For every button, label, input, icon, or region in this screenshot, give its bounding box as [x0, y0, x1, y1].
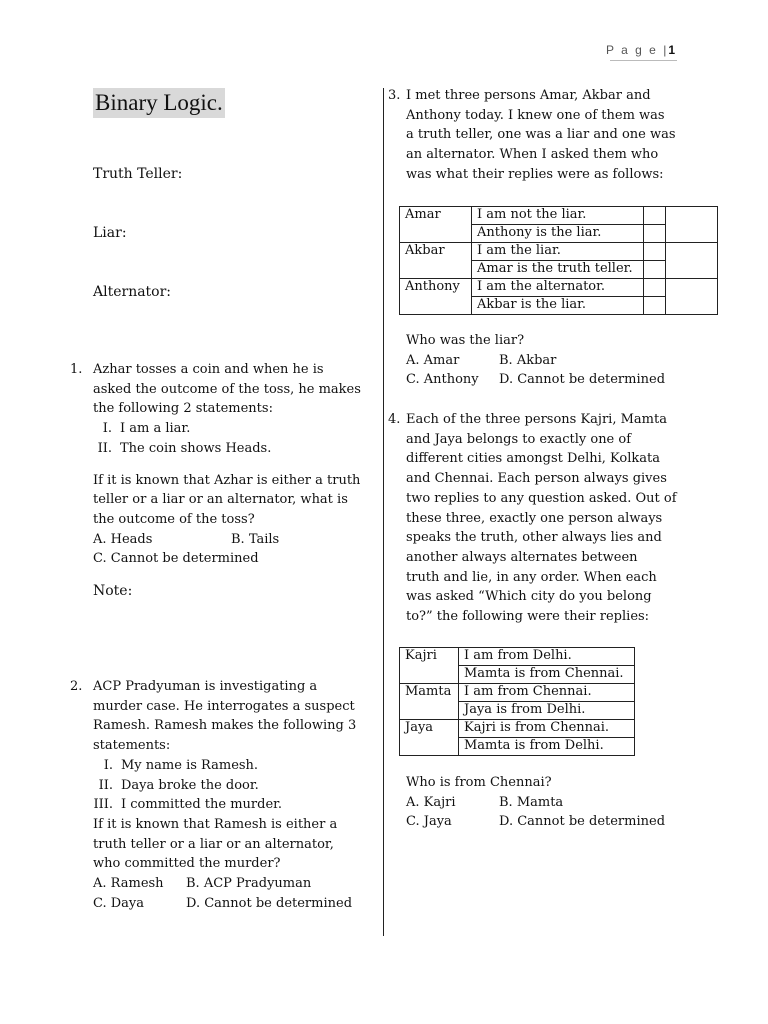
- table-cell-reply: Amar is the truth teller.: [472, 261, 644, 279]
- table-cell-reply: I am not the liar.: [472, 207, 644, 225]
- q3-line: an alternator. When I asked them who: [406, 147, 659, 163]
- q4-option: A. Kajri: [406, 794, 456, 810]
- q3-line: I met three persons Amar, Akbar and: [406, 88, 651, 103]
- q1-note-label: Note:: [93, 583, 133, 600]
- page-number: 1: [668, 43, 675, 57]
- q3-text: [406, 86, 686, 185]
- q2-option: D. Cannot be determined: [186, 895, 353, 911]
- q4-line: these three, exactly one person always: [406, 510, 663, 526]
- q2-line: ACP Pradyuman is investigating a: [93, 679, 318, 694]
- q3-option: C. Anthony: [406, 372, 479, 388]
- q4-options-row: [406, 793, 696, 813]
- q4-line: speaks the truth, other always lies and: [406, 530, 662, 546]
- q4-line: was asked “Which city do you belong: [406, 589, 652, 605]
- q1-question-line: the outcome of the toss?: [93, 511, 255, 527]
- table-cell-reply: I am from Chennai.: [459, 684, 635, 702]
- q1-line: asked the outcome of the toss, he makes: [93, 381, 361, 397]
- q2-options-row: [93, 894, 378, 914]
- q4-option: D. Cannot be determined: [499, 814, 666, 830]
- table-cell-reply: Anthony is the liar.: [472, 225, 644, 243]
- q3-option: A. Amar: [406, 352, 460, 368]
- q3-options-row: [406, 370, 696, 390]
- q4-line: and Jaya belongs to exactly one of: [406, 431, 632, 447]
- q4-number: 4.: [388, 412, 401, 427]
- table-cell-reply: Mamta is from Chennai.: [459, 666, 635, 684]
- table-cell-reply: Jaya is from Delhi.: [459, 702, 635, 720]
- q2-option: C. Daya: [93, 895, 145, 911]
- header-rule: [610, 60, 677, 61]
- q2-question-line: truth teller or a liar or an alternator,: [93, 836, 334, 852]
- q2-option: B. ACP Pradyuman: [186, 876, 312, 892]
- q2-text: [93, 677, 378, 913]
- table-row: [400, 720, 635, 738]
- q2-option: A. Ramesh: [93, 876, 164, 892]
- q1-line: Azhar tosses a coin and when he is: [93, 362, 324, 377]
- q2-question-line: who committed the murder?: [93, 856, 281, 872]
- table-cell-empty: [644, 207, 666, 225]
- page-title: Binary Logic.: [93, 88, 225, 118]
- table-cell-reply: I am the liar.: [472, 243, 644, 261]
- q4-line: truth and lie, in any order. When each: [406, 569, 657, 585]
- table-cell-name: Akbar: [400, 243, 472, 279]
- q2-number: 2.: [70, 679, 83, 694]
- q2-statement: I. My name is Ramesh.: [103, 757, 259, 773]
- table-cell-reply: Kajri is from Chennai.: [459, 720, 635, 738]
- q3-option: D. Cannot be determined: [499, 372, 666, 388]
- q2-statement: II. Daya broke the door.: [98, 777, 259, 793]
- page-label: P a g e: [606, 43, 658, 57]
- q4-line: two replies to any question asked. Out of: [406, 490, 677, 506]
- q4-text: [406, 410, 686, 627]
- q3-line: Anthony today. I knew one of them was: [406, 107, 665, 123]
- q1-option: B. Tails: [231, 531, 280, 547]
- q4-option: C. Jaya: [406, 814, 452, 830]
- q3-number: 3.: [388, 88, 401, 103]
- table-cell-empty: [644, 297, 666, 315]
- table-row: [400, 207, 718, 225]
- q4-line: another always alternates between: [406, 549, 638, 565]
- q2-line: Ramesh. Ramesh makes the following 3: [93, 718, 357, 734]
- table-cell-empty: [666, 207, 718, 243]
- table-cell-empty: [666, 243, 718, 279]
- table-cell-empty: [666, 279, 718, 315]
- table-cell-empty: [644, 225, 666, 243]
- table-cell-empty: [644, 261, 666, 279]
- table-cell-name: Amar: [400, 207, 472, 243]
- q1-number: 1.: [70, 362, 83, 377]
- table-cell-reply: I am from Delhi.: [459, 648, 635, 666]
- q2-line: murder case. He interrogates a suspect: [93, 698, 355, 714]
- table-cell-name: Kajri: [400, 648, 459, 684]
- table-cell-reply: I am the alternator.: [472, 279, 644, 297]
- table-row: [400, 648, 635, 666]
- q3-replies-table: [399, 206, 718, 315]
- table-row: [400, 279, 718, 297]
- q3-question: Who was the liar?: [406, 333, 525, 348]
- q4-line: and Chennai. Each person always gives: [406, 471, 667, 487]
- q4-line: to?” the following were their replies:: [406, 609, 650, 625]
- q1-line: the following 2 statements:: [93, 401, 273, 417]
- q4-question: Who is from Chennai?: [406, 775, 552, 790]
- q3-option: B. Akbar: [499, 352, 557, 368]
- q1-statement: I. I am a liar.: [102, 421, 191, 437]
- table-cell-name: Jaya: [400, 720, 459, 756]
- table-row: [400, 243, 718, 261]
- q3-line: a truth teller, one was a liar and one was: [406, 127, 676, 143]
- page-header: [606, 43, 675, 57]
- table-cell-empty: [644, 243, 666, 261]
- q1-option: A. Heads: [93, 531, 153, 547]
- q4-line: different cities amongst Delhi, Kolkata: [406, 451, 661, 467]
- table-cell-name: Anthony: [400, 279, 472, 315]
- q1-text: [93, 360, 373, 602]
- q1-options-row: [93, 530, 373, 550]
- page-separator: |: [663, 43, 669, 57]
- q1-option: C. Cannot be determined: [93, 551, 259, 567]
- q1-question-line: If it is known that Azhar is either a truth: [93, 472, 361, 488]
- q4-replies-table: [399, 647, 635, 756]
- q1-question-line: teller or a liar or an alternator, what is: [93, 492, 348, 508]
- q2-statement: III. I committed the murder.: [93, 797, 283, 813]
- q4-options-row: [406, 812, 696, 832]
- q4-question-block: [406, 773, 696, 832]
- q3-line: was what their replies were as follows:: [406, 166, 664, 182]
- column-divider: [383, 88, 384, 936]
- table-cell-empty: [644, 279, 666, 297]
- table-cell-name: Mamta: [400, 684, 459, 720]
- q4-option: B. Mamta: [499, 794, 564, 810]
- liar-label: Liar:: [93, 225, 127, 241]
- q1-statement: II. The coin shows Heads.: [97, 440, 272, 456]
- q2-question-line: If it is known that Ramesh is either a: [93, 816, 338, 832]
- alternator-label: Alternator:: [93, 284, 172, 300]
- table-cell-reply: Mamta is from Delhi.: [459, 738, 635, 756]
- q2-line: statements:: [93, 738, 171, 754]
- q3-question-block: [406, 331, 696, 390]
- table-row: [400, 684, 635, 702]
- q2-options-row: [93, 874, 378, 894]
- table-cell-reply: Akbar is the liar.: [472, 297, 644, 315]
- truth-teller-label: Truth Teller:: [93, 166, 183, 182]
- q4-line: Each of the three persons Kajri, Mamta: [406, 412, 667, 427]
- q3-options-row: [406, 351, 696, 371]
